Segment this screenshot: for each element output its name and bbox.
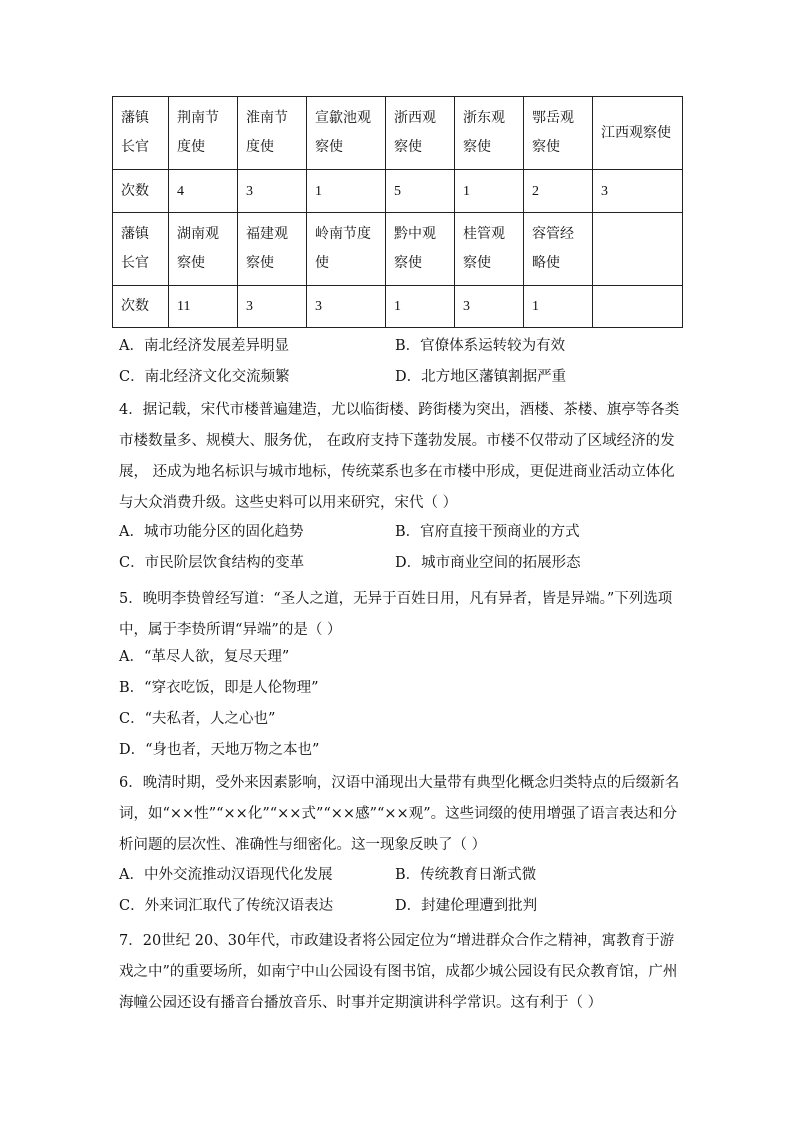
table-row: [113, 170, 683, 213]
table-row: [113, 213, 683, 286]
table-row: [113, 97, 683, 170]
q4-option-c[interactable]: C．市民阶层饮食结构的变革: [119, 555, 305, 571]
table-cell: 2: [524, 170, 593, 213]
table-cell: 1: [455, 170, 524, 213]
q4-option-d[interactable]: D．城市商业空间的拓展形态: [395, 555, 581, 571]
q5-option-a[interactable]: A．“革尽人欲，复尽天理”: [119, 649, 290, 665]
table-cell: 次数: [113, 170, 169, 213]
table-cell: 荆南节度使: [169, 97, 238, 170]
table-cell: 藩镇长官: [113, 97, 169, 170]
table-cell: 岭南节度使: [307, 213, 386, 286]
q5-option-b[interactable]: B．“穿衣吃饭，即是人伦物理”: [119, 680, 319, 696]
table-cell: 1: [307, 170, 386, 213]
question-6-stem: 6．晚清时期，受外来因素影响，汉语中涌现出大量带有典型化概念归类特点的后缀新名词，如“××性”“××化”“××式”“××感”“××观”。这些词缀的使用增强了语言表达和分析问题的层次性、准确性与细密化。这一现象反映了（ ）: [119, 775, 680, 853]
official-visits-table: [112, 96, 683, 328]
table-cell: 5: [386, 170, 455, 213]
q6-option-d[interactable]: D．封建伦理遭到批判: [395, 898, 538, 914]
q6-option-c[interactable]: C．外来词汇取代了传统汉语表达: [119, 898, 334, 914]
table-cell: 淮南节度使: [238, 97, 307, 170]
q3-option-c[interactable]: C．南北经济文化交流频繁: [119, 369, 290, 385]
q3-option-a[interactable]: A．南北经济发展差异明显: [119, 338, 289, 354]
table-cell: 鄂岳观察使: [524, 97, 593, 170]
table-cell: 浙西观察使: [386, 97, 455, 170]
table-cell: 4: [169, 170, 238, 213]
table-cell: 藩镇长官: [113, 213, 169, 286]
q4-option-b[interactable]: B．官府直接干预商业的方式: [395, 524, 580, 540]
table-row: [113, 286, 683, 328]
table-cell: 江西观察使: [593, 97, 683, 170]
table-cell: [593, 213, 683, 286]
table-cell: 湖南观察使: [169, 213, 238, 286]
question-5-stem: 5．晚明李贽曾经写道：“圣人之道，无异于百姓日用，凡有异者，皆是异端。”下列选项中，属于李贽所谓“异端”的是（ ）: [119, 591, 673, 638]
table-cell: 3: [455, 286, 524, 328]
table-cell: [593, 286, 683, 328]
table-cell: 1: [386, 286, 455, 328]
table-cell: 黔中观察使: [386, 213, 455, 286]
table-cell: 3: [307, 286, 386, 328]
table-cell: 3: [238, 170, 307, 213]
table-cell: 11: [169, 286, 238, 328]
table-cell: 3: [238, 286, 307, 328]
table-cell: 宣歙池观察使: [307, 97, 386, 170]
q5-option-d[interactable]: D．“身也者，天地万物之本也”: [119, 742, 320, 758]
question-7-stem: 7．20世纪 20、30年代，市政建设者将公园定位为“增进群众合作之精神，寓教育于游戏之中”的重要场所，如南宁中山公园设有图书馆，成都少城公园设有民众教育馆，广州海幢公园还设有播音台播放音乐、时事并定期演讲科学常识。这有利于（ ）: [119, 933, 678, 1011]
table-cell: 容管经略使: [524, 213, 593, 286]
table-cell: 福建观察使: [238, 213, 307, 286]
q3-option-b[interactable]: B．官僚体系运转较为有效: [395, 338, 566, 354]
question-4-stem: 4．据记载，宋代市楼普遍建造，尤以临街楼、跨街楼为突出，酒楼、茶楼、旗亭等各类市楼数量多、规模大、服务优， 在政府支持下蓬勃发展。市楼不仅带动了区域经济的发展， 还成为地名标识与城市地标，传统菜系也多在市楼中形成，更促进商业活动立体化与大众消费升级。这些史料可以用来研究，宋代（ ）: [119, 402, 680, 511]
q3-option-d[interactable]: D．北方地区藩镇割据严重: [395, 369, 567, 385]
table-cell: 1: [524, 286, 593, 328]
q5-option-c[interactable]: C．“夫私者，人之心也”: [119, 711, 276, 727]
q6-option-a[interactable]: A．中外交流推动汉语现代化发展: [119, 867, 333, 883]
table-cell: 次数: [113, 286, 169, 328]
table-cell: 桂管观察使: [455, 213, 524, 286]
q6-option-b[interactable]: B．传统教育日渐式微: [395, 867, 537, 883]
table-cell: 浙东观察使: [455, 97, 524, 170]
table-cell: 3: [593, 170, 683, 213]
q4-option-a[interactable]: A．城市功能分区的固化趋势: [119, 524, 304, 540]
